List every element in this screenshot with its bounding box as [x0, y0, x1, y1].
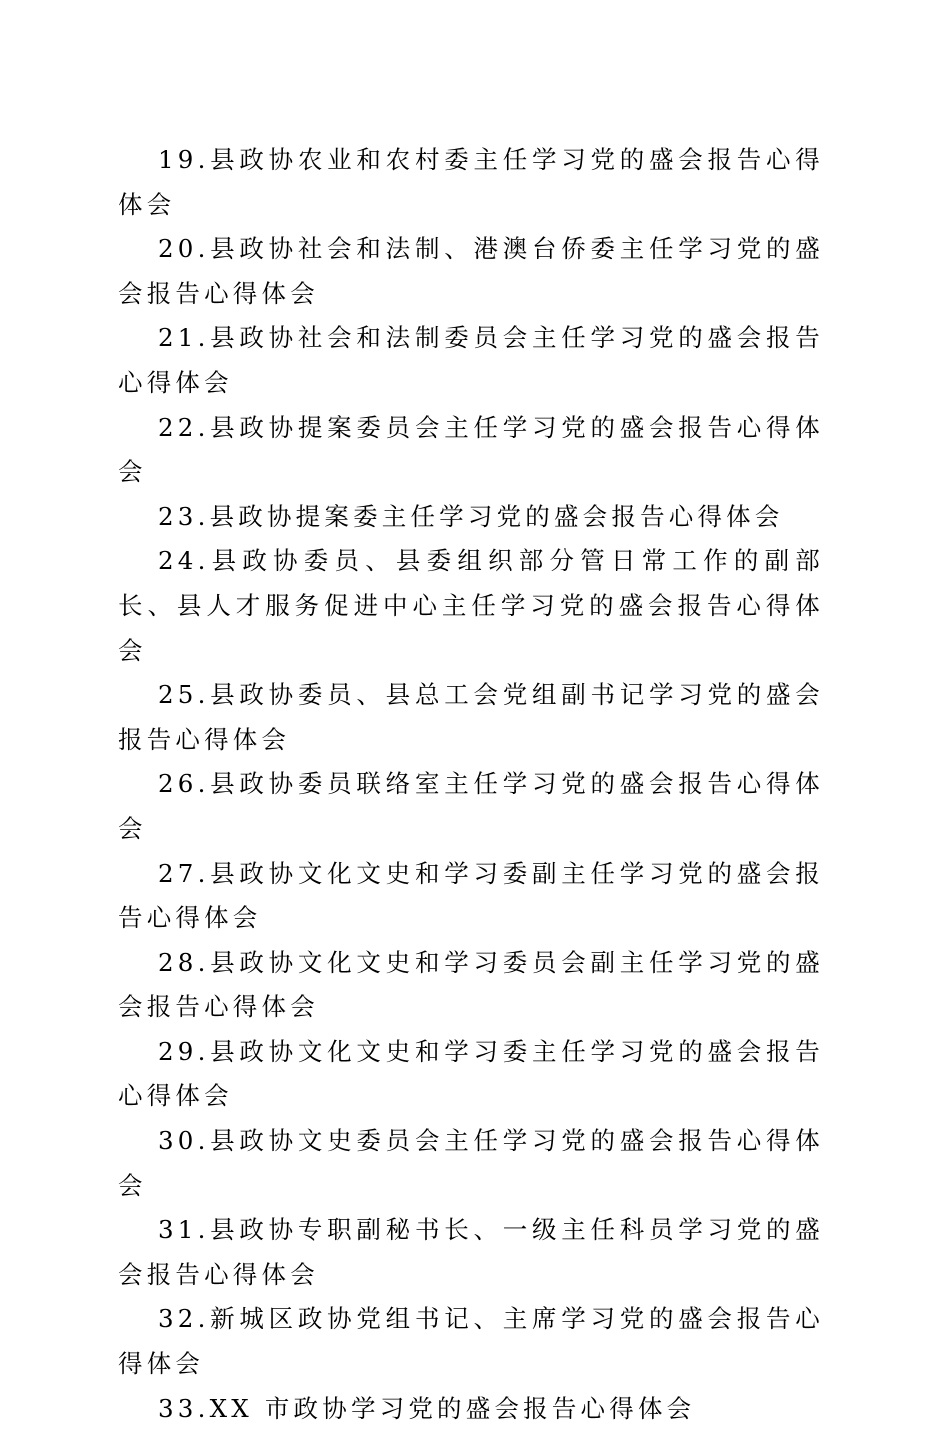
item-number: 26.	[158, 769, 210, 799]
list-item	[118, 1387, 824, 1431]
item-number: 25.	[158, 680, 210, 710]
item-text: 县政协文化文史和学习委主任学习党的盛会报告心得体会	[118, 1036, 824, 1111]
item-text: 新城区政协党组书记、主席学习党的盛会报告心得体会	[118, 1304, 824, 1379]
item-number: 31.	[158, 1215, 210, 1245]
item-number: 33.	[158, 1393, 210, 1423]
item-text: 县政协委员、县总工会党组副书记学习党的盛会报告心得体会	[118, 680, 824, 754]
list-item	[118, 941, 824, 1030]
item-text: 县政协文化文史和学习委副主任学习党的盛会报告心得体会	[118, 858, 824, 933]
item-number: 28.	[158, 947, 210, 977]
item-text: 县政协农业和农村委主任学习党的盛会报告心得体会	[118, 145, 824, 219]
item-text: 县政协委员联络室主任学习党的盛会报告心得体会	[118, 769, 824, 843]
item-number: 21.	[158, 323, 210, 353]
item-text: 县政协提案委员会主任学习党的盛会报告心得体会	[118, 412, 824, 487]
list-item	[118, 138, 824, 227]
item-number: 19.	[158, 145, 210, 174]
item-number: 22.	[158, 412, 210, 442]
item-number: 30.	[158, 1126, 210, 1156]
list-item	[118, 495, 824, 540]
item-number: 29.	[158, 1036, 210, 1066]
item-number: 32.	[158, 1304, 210, 1334]
item-text: 县政协委员、县委组织部分管日常工作的副部长、县人才服务促进中心主任学习党的盛会报告心得体会	[118, 546, 824, 665]
list-item	[118, 1030, 824, 1119]
item-text: 县政协社会和法制委员会主任学习党的盛会报告心得体会	[118, 323, 824, 397]
list-item	[118, 762, 824, 851]
item-number: 27.	[158, 858, 210, 888]
list-item	[118, 1208, 824, 1297]
list-item	[118, 539, 824, 673]
item-text: XX 市政协学习党的盛会报告心得体会	[209, 1393, 696, 1423]
item-text: 县政协文史委员会主任学习党的盛会报告心得体会	[118, 1126, 824, 1200]
list-item	[118, 406, 824, 495]
list-item	[118, 316, 824, 405]
list-item	[118, 1119, 824, 1208]
item-text: 县政协社会和法制、港澳台侨委主任学习党的盛会报告心得体会	[118, 234, 824, 308]
item-number: 24.	[158, 546, 210, 576]
item-text: 县政协文化文史和学习委员会副主任学习党的盛会报告心得体会	[118, 947, 824, 1022]
item-text: 县政协提案委主任学习党的盛会报告心得体会	[209, 501, 784, 531]
list-item	[118, 673, 824, 762]
list-item	[118, 1297, 824, 1386]
item-number: 23.	[158, 501, 210, 531]
list-item	[118, 227, 824, 316]
list-item	[118, 852, 824, 941]
item-text: 县政协专职副秘书长、一级主任科员学习党的盛会报告心得体会	[118, 1215, 824, 1289]
document-body	[118, 138, 824, 1431]
item-number: 20.	[158, 234, 210, 264]
